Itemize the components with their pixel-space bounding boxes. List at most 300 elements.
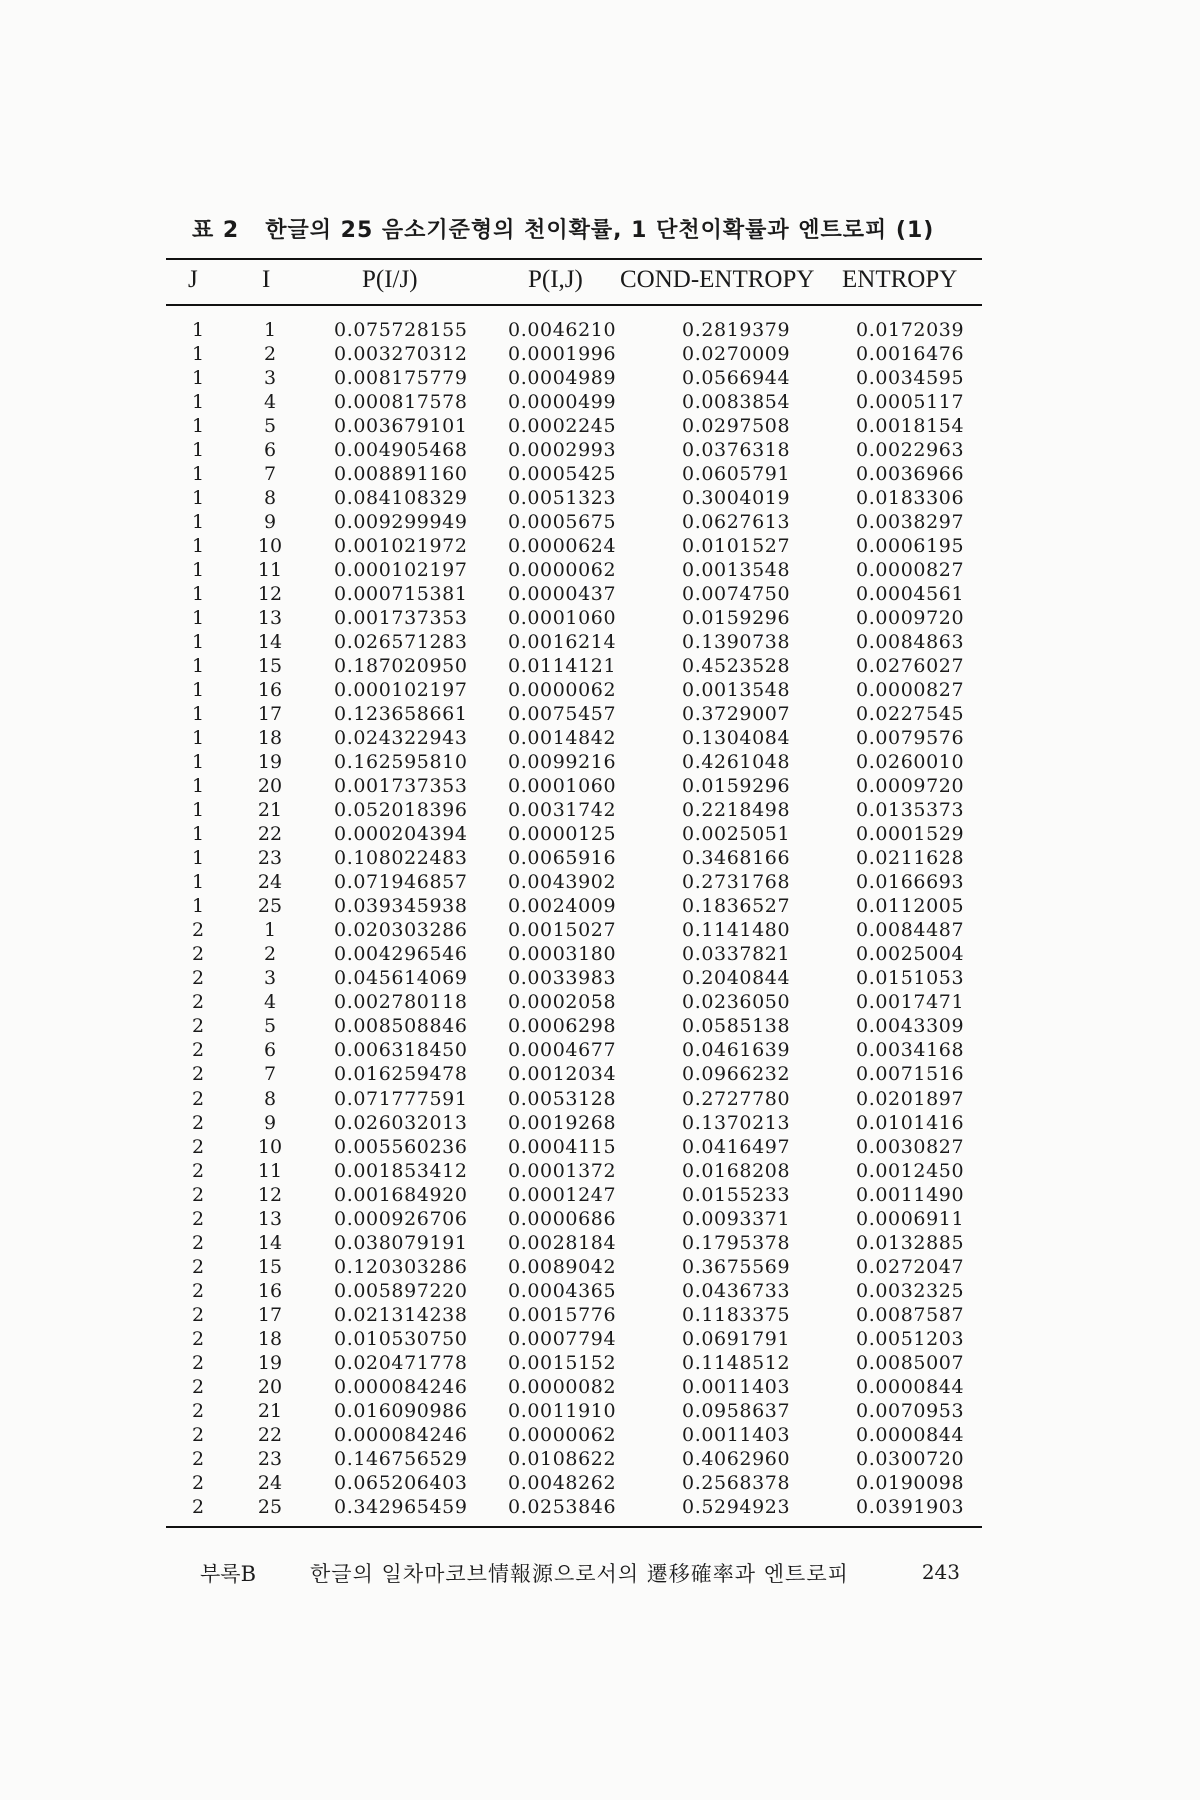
cell-i: 23: [257, 1447, 283, 1470]
cell-j: 2: [191, 991, 205, 1014]
cell-entropy: 0.0038297: [856, 511, 965, 534]
table-row: [0, 990, 1200, 1014]
footer-section: 부록B: [200, 1562, 257, 1586]
table-row: [0, 798, 1200, 822]
cell-p-conditional: 0.020471778: [334, 1351, 468, 1374]
cell-j: 2: [191, 1327, 205, 1350]
cell-p-joint: 0.0253846: [508, 1495, 617, 1518]
cell-j: 2: [191, 1399, 205, 1422]
cell-i: 16: [257, 679, 283, 702]
table-row: [0, 1423, 1200, 1447]
cell-cond-entropy: 0.0436733: [682, 1279, 791, 1302]
cell-i: 1: [263, 919, 277, 942]
cell-j: 1: [191, 559, 205, 582]
table-row: [0, 390, 1200, 414]
table-row: [0, 486, 1200, 510]
cell-p-joint: 0.0015152: [508, 1351, 617, 1374]
cell-i: 18: [257, 1327, 283, 1350]
table-row: [0, 1303, 1200, 1327]
cell-i: 3: [263, 367, 277, 390]
cell-cond-entropy: 0.3468166: [682, 847, 791, 870]
cell-j: 2: [191, 1279, 205, 1302]
cell-j: 1: [191, 823, 205, 846]
table-row: [0, 654, 1200, 678]
cell-p-joint: 0.0033983: [508, 967, 617, 990]
cell-i: 9: [263, 1111, 277, 1134]
cell-p-conditional: 0.001853412: [334, 1159, 468, 1182]
cell-i: 20: [257, 1375, 283, 1398]
cell-cond-entropy: 0.0585138: [682, 1015, 791, 1038]
table-row: [0, 414, 1200, 438]
cell-j: 2: [191, 1423, 205, 1446]
cell-cond-entropy: 0.2040844: [682, 967, 791, 990]
cell-entropy: 0.0084863: [856, 631, 965, 654]
cell-p-joint: 0.0011910: [508, 1399, 617, 1422]
cell-j: 1: [191, 703, 205, 726]
cell-entropy: 0.0004561: [856, 583, 965, 606]
cell-cond-entropy: 0.0013548: [682, 679, 791, 702]
table-row: [0, 942, 1200, 966]
table-row: [0, 1111, 1200, 1135]
cell-cond-entropy: 0.0074750: [682, 583, 791, 606]
cell-entropy: 0.0227545: [856, 703, 965, 726]
table-row: [0, 1447, 1200, 1471]
cell-cond-entropy: 0.0691791: [682, 1327, 791, 1350]
cell-cond-entropy: 0.0416497: [682, 1135, 791, 1158]
cell-entropy: 0.0034168: [856, 1039, 965, 1062]
cell-cond-entropy: 0.0566944: [682, 367, 791, 390]
cell-entropy: 0.0016476: [856, 343, 965, 366]
cell-cond-entropy: 0.4062960: [682, 1447, 791, 1470]
cell-j: 1: [191, 535, 205, 558]
cell-p-joint: 0.0065916: [508, 847, 617, 870]
header-entropy: ENTROPY: [842, 266, 958, 293]
cell-entropy: 0.0000844: [856, 1423, 965, 1446]
cell-entropy: 0.0172039: [856, 319, 965, 341]
cell-cond-entropy: 0.5294923: [682, 1495, 791, 1518]
cell-j: 1: [191, 631, 205, 654]
cell-j: 2: [191, 1303, 205, 1326]
cell-p-joint: 0.0012034: [508, 1063, 617, 1086]
cell-j: 2: [191, 1471, 205, 1494]
cell-i: 2: [263, 943, 277, 966]
cell-entropy: 0.0151053: [856, 967, 965, 990]
cell-entropy: 0.0009720: [856, 607, 965, 630]
cell-i: 16: [257, 1279, 283, 1302]
cell-p-conditional: 0.045614069: [334, 967, 468, 990]
table-row: [0, 1399, 1200, 1423]
cell-j: 2: [191, 1231, 205, 1254]
cell-j: 1: [191, 847, 205, 870]
cell-entropy: 0.0011490: [856, 1183, 965, 1206]
cell-i: 7: [263, 463, 277, 486]
cell-p-conditional: 0.162595810: [334, 751, 468, 774]
cell-i: 14: [257, 631, 283, 654]
cell-j: 2: [191, 1207, 205, 1230]
cell-i: 22: [257, 1423, 283, 1446]
cell-i: 19: [257, 751, 283, 774]
cell-entropy: 0.0085007: [856, 1351, 965, 1374]
cell-cond-entropy: 0.0101527: [682, 535, 791, 558]
cell-cond-entropy: 0.4261048: [682, 751, 791, 774]
cell-p-conditional: 0.009299949: [334, 511, 468, 534]
cell-cond-entropy: 0.0155233: [682, 1183, 791, 1206]
cell-p-joint: 0.0004989: [508, 367, 617, 390]
cell-i: 13: [257, 607, 283, 630]
cell-j: 1: [191, 439, 205, 462]
cell-i: 1: [263, 319, 277, 341]
cell-cond-entropy: 0.0013548: [682, 559, 791, 582]
cell-p-joint: 0.0000062: [508, 1423, 617, 1446]
cell-i: 5: [263, 1015, 277, 1038]
table-row: [0, 1255, 1200, 1279]
cell-i: 18: [257, 727, 283, 750]
cell-p-conditional: 0.065206403: [334, 1471, 468, 1494]
cell-i: 2: [263, 343, 277, 366]
table-row: [0, 678, 1200, 702]
cell-p-joint: 0.0031742: [508, 799, 617, 822]
table-title: 한글의 25 음소기준형의 천이확률, 1 단천이확률과 엔트로피 (1): [265, 218, 935, 243]
cell-entropy: 0.0043309: [856, 1015, 965, 1038]
cell-entropy: 0.0300720: [856, 1447, 965, 1470]
table-row: [0, 1231, 1200, 1255]
cell-cond-entropy: 0.0025051: [682, 823, 791, 846]
cell-entropy: 0.0087587: [856, 1303, 965, 1326]
table-row: [0, 1087, 1200, 1111]
cell-p-joint: 0.0002058: [508, 991, 617, 1014]
cell-p-joint: 0.0000062: [508, 559, 617, 582]
cell-cond-entropy: 0.0236050: [682, 991, 791, 1014]
cell-j: 1: [191, 367, 205, 390]
cell-p-conditional: 0.006318450: [334, 1039, 468, 1062]
cell-p-joint: 0.0089042: [508, 1255, 617, 1278]
cell-j: 1: [191, 319, 205, 341]
cell-p-conditional: 0.003679101: [334, 415, 468, 438]
cell-i: 20: [257, 775, 283, 798]
table-row: [0, 1495, 1200, 1519]
cell-cond-entropy: 0.0461639: [682, 1039, 791, 1062]
table-row: [0, 1159, 1200, 1183]
cell-i: 5: [263, 415, 277, 438]
cell-j: 1: [191, 655, 205, 678]
cell-j: 2: [191, 1255, 205, 1278]
cell-p-joint: 0.0001247: [508, 1183, 617, 1206]
cell-entropy: 0.0000827: [856, 679, 965, 702]
cell-entropy: 0.0000844: [856, 1375, 965, 1398]
table-row: [0, 534, 1200, 558]
cell-cond-entropy: 0.0376318: [682, 439, 791, 462]
cell-i: 4: [263, 991, 277, 1014]
cell-p-conditional: 0.008508846: [334, 1015, 468, 1038]
cell-i: 8: [263, 1087, 277, 1110]
cell-p-joint: 0.0043902: [508, 871, 617, 894]
table-row: [0, 774, 1200, 798]
table-row: [0, 558, 1200, 582]
cell-cond-entropy: 0.1141480: [682, 919, 791, 942]
cell-p-conditional: 0.008175779: [334, 367, 468, 390]
cell-p-joint: 0.0114121: [508, 655, 617, 678]
table-row: [0, 726, 1200, 750]
header-rule: [166, 304, 982, 306]
cell-p-joint: 0.0015027: [508, 919, 617, 942]
cell-j: 1: [191, 871, 205, 894]
header-p-conditional: P(I/J): [362, 266, 418, 293]
cell-entropy: 0.0132885: [856, 1231, 965, 1254]
cell-p-joint: 0.0004115: [508, 1135, 617, 1158]
cell-j: 2: [191, 943, 205, 966]
header-j: J: [188, 266, 198, 293]
cell-entropy: 0.0135373: [856, 799, 965, 822]
cell-cond-entropy: 0.0297508: [682, 415, 791, 438]
cell-j: 2: [191, 967, 205, 990]
cell-p-conditional: 0.002780118: [334, 991, 468, 1014]
footer-title: 한글의 일차마코브情報源으로서의 遷移確率과 엔트로피: [310, 1562, 849, 1586]
cell-entropy: 0.0025004: [856, 943, 965, 966]
cell-j: 1: [191, 679, 205, 702]
cell-i: 10: [257, 1135, 283, 1158]
table-row: [0, 318, 1200, 342]
cell-p-conditional: 0.071777591: [334, 1087, 468, 1110]
cell-p-conditional: 0.039345938: [334, 895, 468, 918]
cell-cond-entropy: 0.1390738: [682, 631, 791, 654]
cell-j: 2: [191, 1159, 205, 1182]
cell-i: 13: [257, 1207, 283, 1230]
cell-cond-entropy: 0.0011403: [682, 1423, 791, 1446]
cell-p-joint: 0.0001060: [508, 607, 617, 630]
cell-cond-entropy: 0.2731768: [682, 871, 791, 894]
cell-entropy: 0.0032325: [856, 1279, 965, 1302]
cell-entropy: 0.0183306: [856, 487, 965, 510]
table-row: [0, 1471, 1200, 1495]
table-row: [0, 1038, 1200, 1062]
cell-i: 25: [257, 1495, 283, 1518]
cell-p-joint: 0.0099216: [508, 751, 617, 774]
cell-entropy: 0.0276027: [856, 655, 965, 678]
cell-p-joint: 0.0000499: [508, 391, 617, 414]
cell-cond-entropy: 0.0270009: [682, 343, 791, 366]
cell-entropy: 0.0012450: [856, 1159, 965, 1182]
cell-p-conditional: 0.000817578: [334, 391, 468, 414]
cell-cond-entropy: 0.3675569: [682, 1255, 791, 1278]
cell-p-joint: 0.0016214: [508, 631, 617, 654]
cell-p-joint: 0.0024009: [508, 895, 617, 918]
cell-cond-entropy: 0.4523528: [682, 655, 791, 678]
table-row: [0, 1351, 1200, 1375]
cell-entropy: 0.0070953: [856, 1399, 965, 1422]
cell-p-joint: 0.0003180: [508, 943, 617, 966]
table-row: [0, 1062, 1200, 1086]
table-row: [0, 702, 1200, 726]
cell-i: 15: [257, 1255, 283, 1278]
table-caption: [186, 213, 986, 244]
cell-p-conditional: 0.000084246: [334, 1375, 468, 1398]
table-row: [0, 1207, 1200, 1231]
table-row: [0, 342, 1200, 366]
cell-p-conditional: 0.052018396: [334, 799, 468, 822]
cell-j: 1: [191, 775, 205, 798]
cell-i: 21: [257, 1399, 283, 1422]
cell-j: 1: [191, 751, 205, 774]
cell-entropy: 0.0005117: [856, 391, 965, 414]
cell-p-conditional: 0.123658661: [334, 703, 468, 726]
table-row: [0, 750, 1200, 774]
cell-p-conditional: 0.005560236: [334, 1135, 468, 1158]
cell-i: 24: [257, 1471, 283, 1494]
cell-i: 15: [257, 655, 283, 678]
cell-p-conditional: 0.016090986: [334, 1399, 468, 1422]
cell-j: 1: [191, 727, 205, 750]
cell-p-conditional: 0.000102197: [334, 559, 468, 582]
cell-entropy: 0.0017471: [856, 991, 965, 1014]
cell-p-conditional: 0.146756529: [334, 1447, 468, 1470]
cell-p-joint: 0.0007794: [508, 1327, 617, 1350]
table-row: [0, 1183, 1200, 1207]
cell-cond-entropy: 0.0083854: [682, 391, 791, 414]
cell-p-joint: 0.0001060: [508, 775, 617, 798]
cell-cond-entropy: 0.0958637: [682, 1399, 791, 1422]
cell-j: 2: [191, 1135, 205, 1158]
cell-p-conditional: 0.000084246: [334, 1423, 468, 1446]
table-row: [0, 462, 1200, 486]
cell-p-conditional: 0.020303286: [334, 919, 468, 942]
cell-j: 2: [191, 1087, 205, 1110]
cell-p-conditional: 0.038079191: [334, 1231, 468, 1254]
cell-i: 23: [257, 847, 283, 870]
header-p-joint: P(I,J): [528, 266, 583, 293]
cell-p-joint: 0.0000624: [508, 535, 617, 558]
cell-p-joint: 0.0108622: [508, 1447, 617, 1470]
cell-entropy: 0.0211628: [856, 847, 965, 870]
cell-i: 4: [263, 391, 277, 414]
cell-p-joint: 0.0046210: [508, 319, 617, 341]
cell-j: 2: [191, 1495, 205, 1518]
cell-p-joint: 0.0019268: [508, 1111, 617, 1134]
cell-p-joint: 0.0000062: [508, 679, 617, 702]
cell-p-conditional: 0.071946857: [334, 871, 468, 894]
cell-j: 2: [191, 1183, 205, 1206]
table-row: [0, 894, 1200, 918]
cell-p-conditional: 0.000926706: [334, 1207, 468, 1230]
cell-j: 2: [191, 1015, 205, 1038]
cell-cond-entropy: 0.3729007: [682, 703, 791, 726]
cell-p-joint: 0.0001372: [508, 1159, 617, 1182]
table-row: [0, 1014, 1200, 1038]
cell-entropy: 0.0391903: [856, 1495, 965, 1518]
cell-j: 1: [191, 343, 205, 366]
cell-p-joint: 0.0000686: [508, 1207, 617, 1230]
cell-cond-entropy: 0.1370213: [682, 1111, 791, 1134]
cell-entropy: 0.0260010: [856, 751, 965, 774]
cell-entropy: 0.0034595: [856, 367, 965, 390]
cell-j: 1: [191, 463, 205, 486]
cell-p-conditional: 0.001684920: [334, 1183, 468, 1206]
cell-i: 14: [257, 1231, 283, 1254]
cell-cond-entropy: 0.0605791: [682, 463, 791, 486]
cell-p-conditional: 0.187020950: [334, 655, 468, 678]
table-row: [0, 582, 1200, 606]
cell-p-joint: 0.0004365: [508, 1279, 617, 1302]
cell-entropy: 0.0001529: [856, 823, 965, 846]
cell-j: 2: [191, 1063, 205, 1086]
cell-i: 11: [257, 1159, 283, 1182]
cell-i: 21: [257, 799, 283, 822]
cell-cond-entropy: 0.1183375: [682, 1303, 791, 1326]
cell-j: 2: [191, 1351, 205, 1374]
cell-i: 8: [263, 487, 277, 510]
cell-p-joint: 0.0004677: [508, 1039, 617, 1062]
cell-p-conditional: 0.003270312: [334, 343, 468, 366]
table-row: [0, 918, 1200, 942]
cell-entropy: 0.0036966: [856, 463, 965, 486]
cell-p-conditional: 0.021314238: [334, 1303, 468, 1326]
cell-cond-entropy: 0.0337821: [682, 943, 791, 966]
cell-p-conditional: 0.008891160: [334, 463, 468, 486]
cell-p-conditional: 0.005897220: [334, 1279, 468, 1302]
cell-j: 1: [191, 487, 205, 510]
cell-cond-entropy: 0.0159296: [682, 607, 791, 630]
cell-i: 12: [257, 1183, 283, 1206]
cell-i: 12: [257, 583, 283, 606]
cell-i: 3: [263, 967, 277, 990]
cell-cond-entropy: 0.0093371: [682, 1207, 791, 1230]
cell-p-conditional: 0.108022483: [334, 847, 468, 870]
cell-p-conditional: 0.026571283: [334, 631, 468, 654]
cell-p-conditional: 0.342965459: [334, 1495, 468, 1518]
cell-p-conditional: 0.001021972: [334, 535, 468, 558]
cell-p-joint: 0.0015776: [508, 1303, 617, 1326]
cell-p-joint: 0.0028184: [508, 1231, 617, 1254]
cell-p-conditional: 0.024322943: [334, 727, 468, 750]
table-row: [0, 870, 1200, 894]
cell-p-conditional: 0.084108329: [334, 487, 468, 510]
cell-i: 24: [257, 871, 283, 894]
table-row: [0, 438, 1200, 462]
cell-entropy: 0.0101416: [856, 1111, 965, 1134]
cell-cond-entropy: 0.1795378: [682, 1231, 791, 1254]
cell-entropy: 0.0018154: [856, 415, 965, 438]
cell-j: 1: [191, 799, 205, 822]
cell-entropy: 0.0006195: [856, 535, 965, 558]
cell-i: 10: [257, 535, 283, 558]
table-row: [0, 1327, 1200, 1351]
cell-cond-entropy: 0.2727780: [682, 1087, 791, 1110]
cell-cond-entropy: 0.2218498: [682, 799, 791, 822]
cell-entropy: 0.0190098: [856, 1471, 965, 1494]
cell-j: 2: [191, 1375, 205, 1398]
cell-p-conditional: 0.004296546: [334, 943, 468, 966]
header-i: I: [262, 266, 271, 293]
cell-j: 2: [191, 919, 205, 942]
table-label: 표 2: [192, 218, 240, 243]
cell-p-joint: 0.0002993: [508, 439, 617, 462]
table-row: [0, 966, 1200, 990]
table-row: [0, 1375, 1200, 1399]
cell-p-joint: 0.0048262: [508, 1471, 617, 1494]
table-row: [0, 630, 1200, 654]
page-number: 243: [921, 1560, 960, 1584]
cell-cond-entropy: 0.2568378: [682, 1471, 791, 1494]
cell-j: 1: [191, 391, 205, 414]
cell-i: 11: [257, 559, 283, 582]
cell-entropy: 0.0006911: [856, 1207, 965, 1230]
cell-entropy: 0.0272047: [856, 1255, 965, 1278]
cell-j: 1: [191, 511, 205, 534]
cell-j: 1: [191, 415, 205, 438]
cell-p-conditional: 0.120303286: [334, 1255, 468, 1278]
cell-cond-entropy: 0.1836527: [682, 895, 791, 918]
cell-p-conditional: 0.001737353: [334, 607, 468, 630]
cell-entropy: 0.0079576: [856, 727, 965, 750]
